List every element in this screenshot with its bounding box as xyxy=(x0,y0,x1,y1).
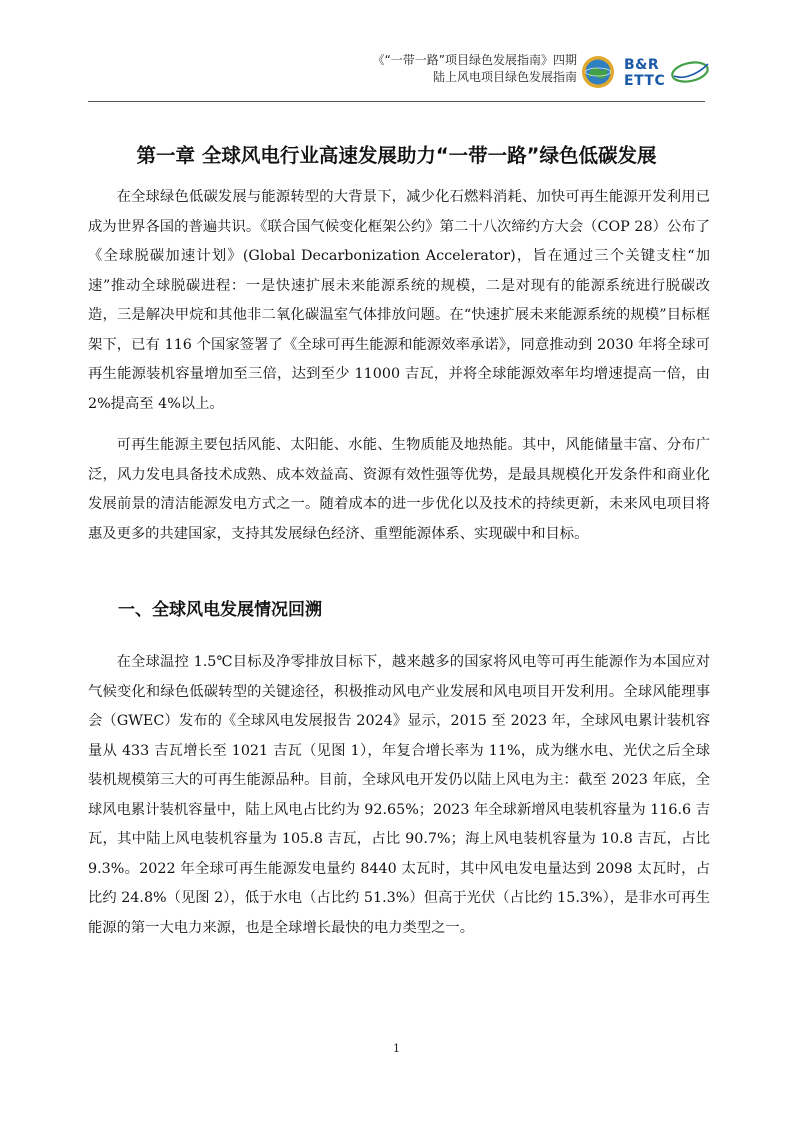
logo-swoosh-icon xyxy=(668,58,710,86)
section-title: 一、全球风电发展情况回溯 xyxy=(118,600,322,620)
header-guide-series: 《“一带一路”项目绿色发展指南》四期 xyxy=(372,53,577,67)
body-paragraph: 可再生能源主要包括风能、太阳能、水能、生物质能及地热能。其中，风能储量丰富、分布广泛，风力发电具备技术成熟、成本效益高、资源有效性强等优势，是最具规模化开发条件和商业化发展前景的清洁能源发电方式之一。随着成本的进一步优化以及技术的持续更新，未来风电项目将惠及更多的共建国家，支持其发展绿色经济、重塑能源体系、实现碳中和目标。 xyxy=(88,437,710,542)
header-text xyxy=(373,52,577,86)
header-guide-title: 陆上风电项目绿色发展指南 xyxy=(432,70,577,84)
chapter-title: 第一章 全球风电行业高速发展助力“一带一路”绿色低碳发展 xyxy=(136,144,657,167)
page-number: 1 xyxy=(393,1042,400,1055)
belt-road-emblem-icon xyxy=(581,55,615,89)
header-divider xyxy=(88,101,705,102)
logo-text-br: B&R xyxy=(624,57,660,73)
br-ettc-logo xyxy=(624,54,710,90)
body-paragraph: 在全球绿色低碳发展与能源转型的大背景下，减少化石燃料消耗、加快可再生能源开发利用已成为世界各国的普遍共识。《联合国气候变化框架公约》第二十八次缔约方大会（COP 28）公布了《全球脱碳加速计划》(Global Decarbonization Accelerator)，旨在通过三个关键支柱“加速”推动全球脱碳进程：一是快速扩展未来能源系统的规模，二是对现有的能源系统进行脱碳改造，三是解决甲烷和其他非二氧化碳温室气体排放问题。在“快速扩展未来能源系统的规模”目标框架下，已有 116 个国家签署了《全球可再生能源和能源效率承诺》，同意推动到 2030 年将全球可再生能源装机容量增加至三倍，达到至少 11000 吉瓦，并将全球能源效率年均增速提高一倍，由 2%提高至 4%以上。 xyxy=(88,189,710,412)
body-paragraph: 在全球温控 1.5℃目标及净零排放目标下，越来越多的国家将风电等可再生能源作为本国应对气候变化和绿色低碳转型的关键途径，积极推动风电产业发展和风电项目开发利用。全球风能理事会（GWEC）发布的《全球风电发展报告 2024》显示，2015 至 2023 年，全球风电累计装机容量从 433 吉瓦增长至 1021 吉瓦（见图 1），年复合增长率为 11%，成为继水电、光伏之后全球装机规模第三大的可再生能源品种。目前，全球风电开发仍以陆上风电为主：截至 2023 年底，全球风电累计装机容量中，陆上风电占比约为 92.65%；2023 年全球新增风电装机容量为 116.6 吉瓦，其中陆上风电装机容量为 105.8 吉瓦，占比 90.7%；海上风电装机容量为 10.8 吉瓦，占比 9.3%。2022 年全球可再生能源发电量约 8440 太瓦时，其中风电发电量达到 2098 太瓦时，占比约 24.8%（见图 2），低于水电（占比约 51.3%）但高于光伏（占比约 15.3%），是非水可再生能源的第一大电力来源，也是全球增长最快的电力类型之一。 xyxy=(88,654,710,936)
page-header xyxy=(0,0,793,106)
logo-text-ettc: ETTC xyxy=(624,73,666,89)
